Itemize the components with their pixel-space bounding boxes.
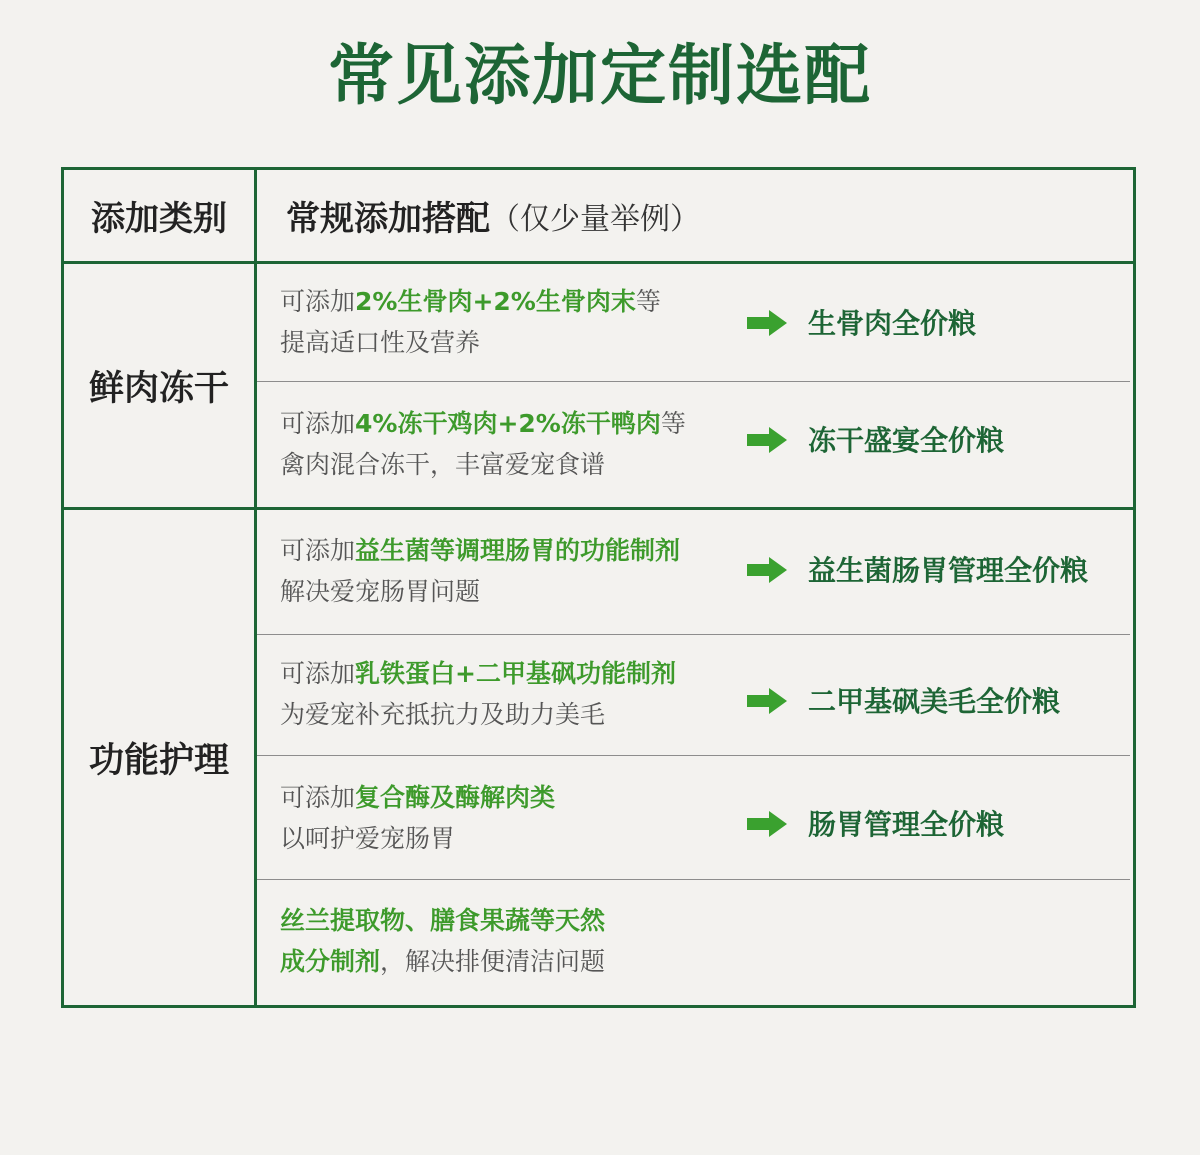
row-description bbox=[280, 530, 750, 612]
row-description-line2: 提高适口性及营养 bbox=[280, 328, 481, 357]
desc-highlight: 2%生骨肉+2%生骨肉末 bbox=[355, 287, 636, 316]
row-description-line1 bbox=[280, 777, 750, 818]
desc-prefix: 可添加 bbox=[280, 659, 356, 688]
row-description-line1 bbox=[280, 530, 750, 571]
row-description bbox=[280, 653, 750, 735]
right-arrow-icon bbox=[747, 310, 787, 336]
row-divider bbox=[257, 755, 1130, 756]
desc-prefix: 可添加 bbox=[280, 287, 356, 316]
right-arrow-icon bbox=[747, 427, 787, 453]
row-description-line2: 解决爱宠肠胃问题 bbox=[280, 577, 481, 606]
row-description-line1 bbox=[280, 653, 750, 694]
desc-suffix: 等 bbox=[660, 409, 686, 438]
desc-highlight: 4%冻干鸡肉+2%冻干鸭肉 bbox=[355, 409, 661, 438]
right-arrow-icon bbox=[747, 688, 787, 714]
desc-highlight: 复合酶及酶解肉类 bbox=[355, 783, 556, 812]
row-description-last bbox=[280, 900, 750, 982]
header-main-label: 常规添加搭配 bbox=[286, 199, 490, 239]
category-functional-care: 功能护理 bbox=[88, 740, 229, 781]
row-description-line2 bbox=[280, 941, 750, 982]
row-description-line2: 为爱宠补充抵抗力及助力美毛 bbox=[280, 700, 606, 729]
row-result: 二甲基砜美毛全价粮 bbox=[808, 685, 1061, 718]
header-note: （仅少量举例） bbox=[490, 201, 700, 237]
desc-highlight: 乳铁蛋白+二甲基砜功能制剂 bbox=[355, 659, 676, 688]
row-description-line1 bbox=[280, 281, 750, 322]
desc-suffix: 等 bbox=[635, 287, 661, 316]
header-category: 添加类别 bbox=[91, 199, 227, 239]
row-description bbox=[280, 281, 750, 363]
row-result: 肠胃管理全价粮 bbox=[808, 808, 1005, 841]
row-description bbox=[280, 777, 750, 859]
row-description-line2: 禽肉混合冻干，丰富爱宠食谱 bbox=[280, 450, 606, 479]
row-result: 冻干盛宴全价粮 bbox=[808, 424, 1005, 457]
row-result: 益生菌肠胃管理全价粮 bbox=[808, 554, 1089, 587]
desc-highlight: 成分制剂 bbox=[280, 947, 381, 976]
customization-table bbox=[61, 167, 1136, 1008]
right-arrow-icon bbox=[747, 557, 787, 583]
desc-highlight: 益生菌等调理肠胃的功能制剂 bbox=[355, 536, 681, 565]
desc-prefix: 可添加 bbox=[280, 783, 356, 812]
row-divider bbox=[257, 381, 1130, 382]
desc-prefix: 可添加 bbox=[280, 409, 356, 438]
desc-prefix: 可添加 bbox=[280, 536, 356, 565]
desc-text: ，解决排便清洁问题 bbox=[380, 947, 606, 976]
row-description-line2: 以呵护爱宠肠胃 bbox=[280, 824, 456, 853]
row-description-line1 bbox=[280, 403, 750, 444]
row-result: 生骨肉全价粮 bbox=[808, 307, 977, 340]
row-description bbox=[280, 403, 750, 485]
header-main bbox=[286, 170, 700, 261]
page-title: 常见添加定制选配 bbox=[328, 37, 872, 114]
right-arrow-icon bbox=[747, 811, 787, 837]
category-fresh-meat: 鲜肉冻干 bbox=[88, 368, 229, 409]
desc-highlight: 丝兰提取物、膳食果蔬等天然 bbox=[280, 906, 606, 935]
row-divider bbox=[257, 634, 1130, 635]
row-divider bbox=[257, 879, 1130, 880]
